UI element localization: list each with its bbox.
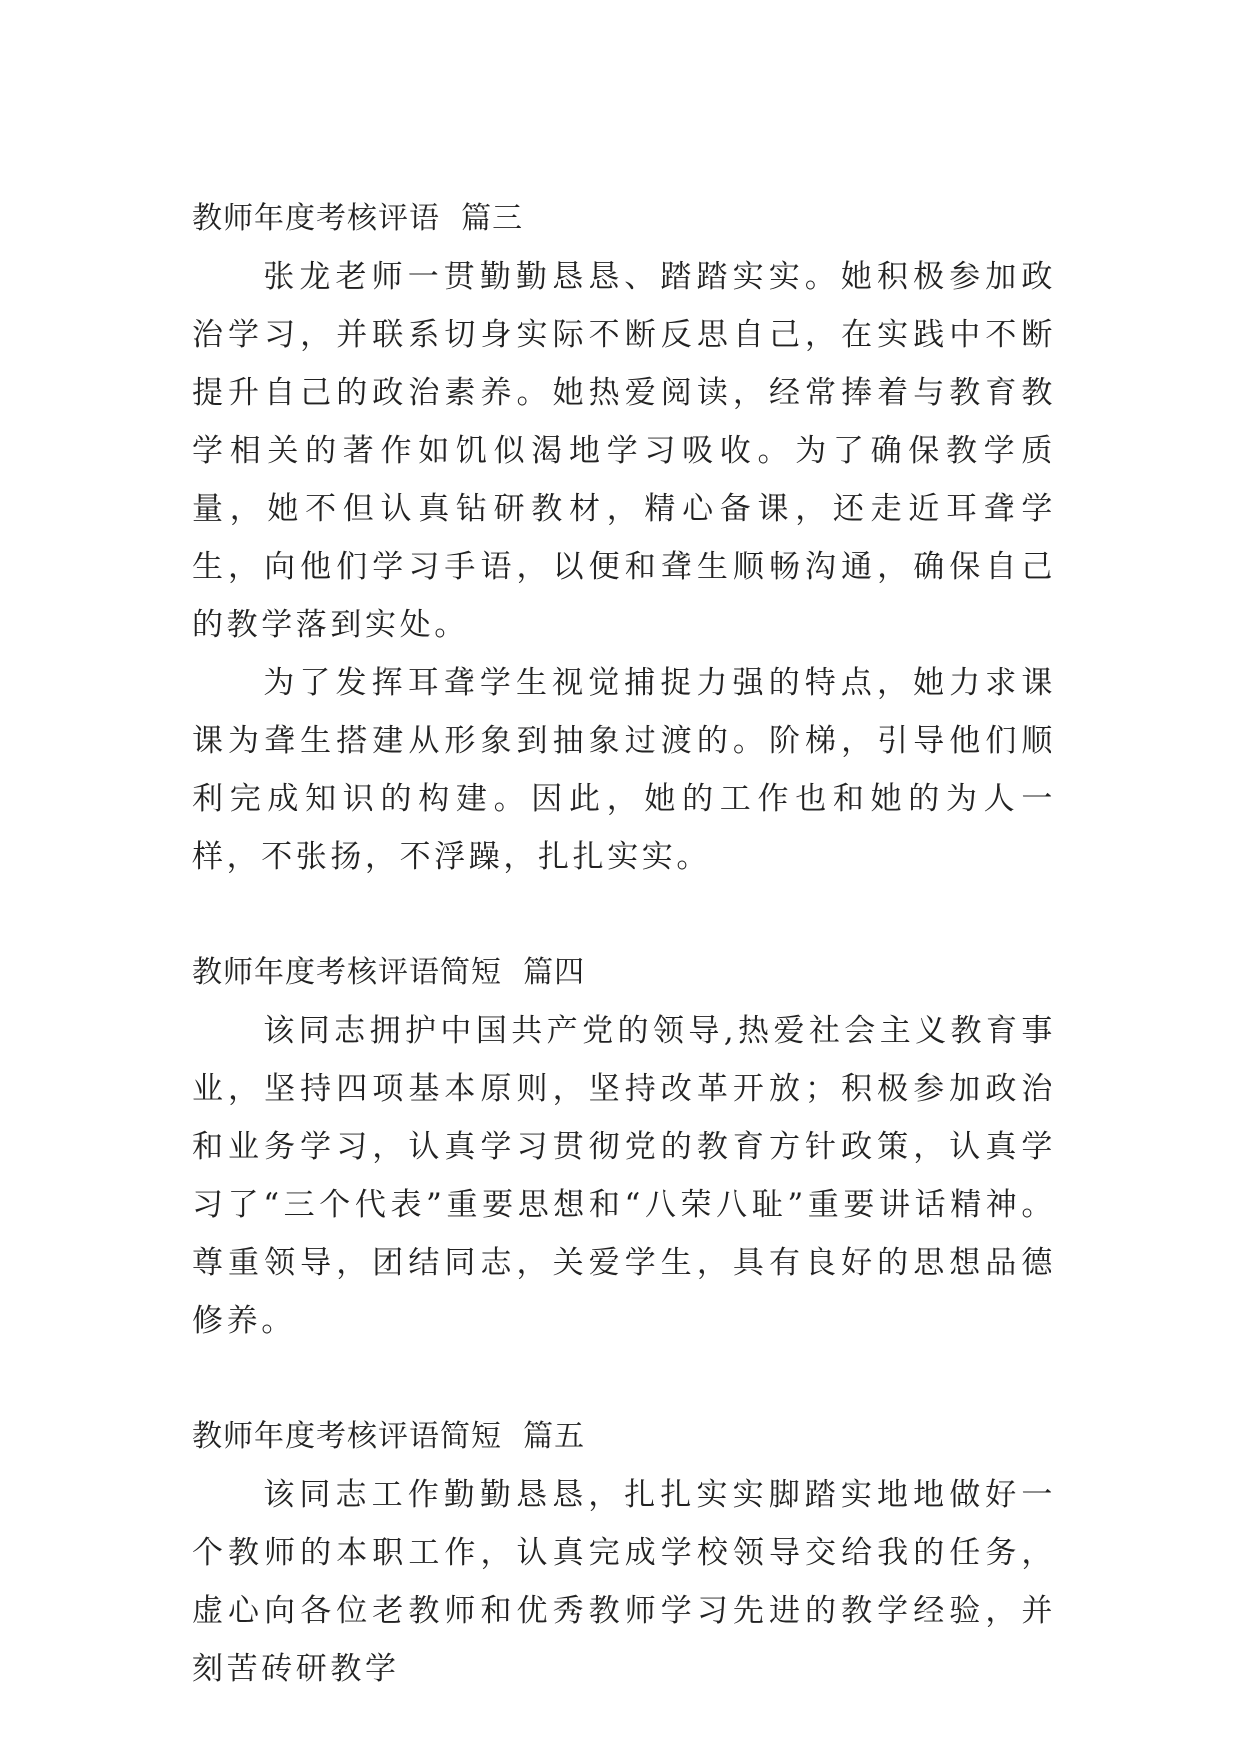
document-body	[192, 190, 1056, 1698]
section-spacer	[192, 1350, 1056, 1408]
section-5-paragraph-1: 该同志工作勤勤恳恳，扎扎实实脚踏实地地做好一个教师的本职工作，认真完成学校领导交给我的任务，虚心向各位老教师和优秀教师学习先进的教学经验，并刻苦砖研教学	[192, 1477, 1056, 1687]
section-heading-3: 教师年度考核评语 篇三	[192, 201, 524, 236]
section-3-paragraph-1: 张龙老师一贯勤勤恳恳、踏踏实实。她积极参加政治学习，并联系切身实际不断反思自己，在实践中不断提升自己的政治素养。她热爱阅读，经常捧着与教育教学相关的著作如饥似渴地学习吸收。为了确保教学质量，她不但认真钻研教材，精心备课，还走近耳聋学生，向他们学习手语，以便和聋生顺畅沟通，确保自己的教学落到实处。	[192, 259, 1056, 643]
section-heading-4: 教师年度考核评语简短 篇四	[192, 955, 586, 990]
section-heading-5: 教师年度考核评语简短 篇五	[192, 1419, 586, 1454]
section-4-paragraph-1: 该同志拥护中国共产党的领导,热爱社会主义教育事业，坚持四项基本原则，坚持改革开放；积极参加政治和业务学习，认真学习贯彻党的教育方针政策，认真学习了“三个代表”重要思想和“八荣八耻”重要讲话精神。尊重领导，团结同志，关爱学生，具有良好的思想品德修养。	[192, 1013, 1056, 1339]
section-3-paragraph-2: 为了发挥耳聋学生视觉捕捉力强的特点，她力求课课为聋生搭建从形象到抽象过渡的。阶梯，引导他们顺利完成知识的构建。因此，她的工作也和她的为人一样，不张扬，不浮躁，扎扎实实。	[192, 665, 1056, 875]
section-spacer	[192, 886, 1056, 944]
